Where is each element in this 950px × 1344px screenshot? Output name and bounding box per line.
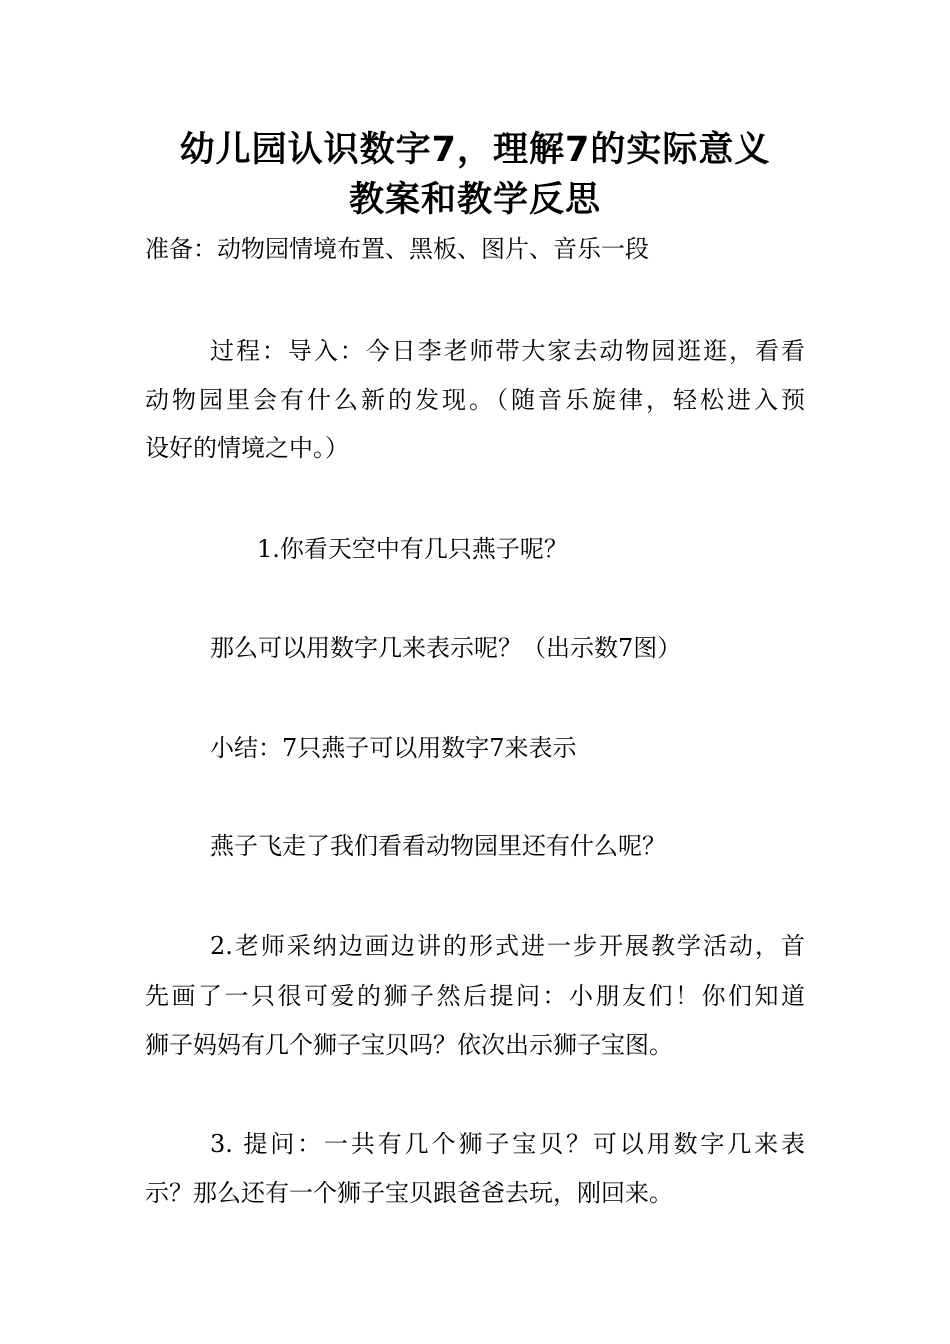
document-title-line-2: 教案和教学反思 xyxy=(348,180,601,220)
preparation-line: 准备：动物园情境布置、黑板、图片、音乐一段 xyxy=(145,235,649,263)
document-title-line-1: 幼儿园认识数字7，理解7的实际意义 xyxy=(179,130,771,170)
step-2-line-1: 2.老师采纳边画边讲的形式进一步开展教学活动，首 xyxy=(210,932,805,960)
step-3-line-1: 3. 提问：一共有几个狮子宝贝？可以用数字几来表 xyxy=(210,1130,805,1158)
question-1: 1.你看天空中有几只燕子呢？ xyxy=(257,535,568,563)
step-2-line-2: 先画了一只很可爱的狮子然后提问：小朋友们！你们知道 xyxy=(145,982,805,1010)
process-line-3: 设好的情境之中。） xyxy=(145,434,349,462)
process-line-1: 过程：导入：今日李老师带大家去动物园逛逛，看看 xyxy=(210,337,805,365)
step-3-line-2: 示？那么还有一个狮子宝贝跟爸爸去玩，刚回来。 xyxy=(145,1179,673,1207)
process-line-2: 动物园里会有什么新的发现。（随音乐旋律，轻松进入预 xyxy=(145,386,805,414)
summary-line: 小结：7只燕子可以用数字7来表示 xyxy=(210,734,577,762)
question-1-followup: 那么可以用数字几来表示呢？（出示数7图） xyxy=(210,634,682,662)
step-2-line-3: 狮子妈妈有几个狮子宝贝吗？依次出示狮子宝图。 xyxy=(145,1031,673,1059)
swallow-transition-line: 燕子飞走了我们看看动物园里还有什么呢？ xyxy=(210,832,666,860)
